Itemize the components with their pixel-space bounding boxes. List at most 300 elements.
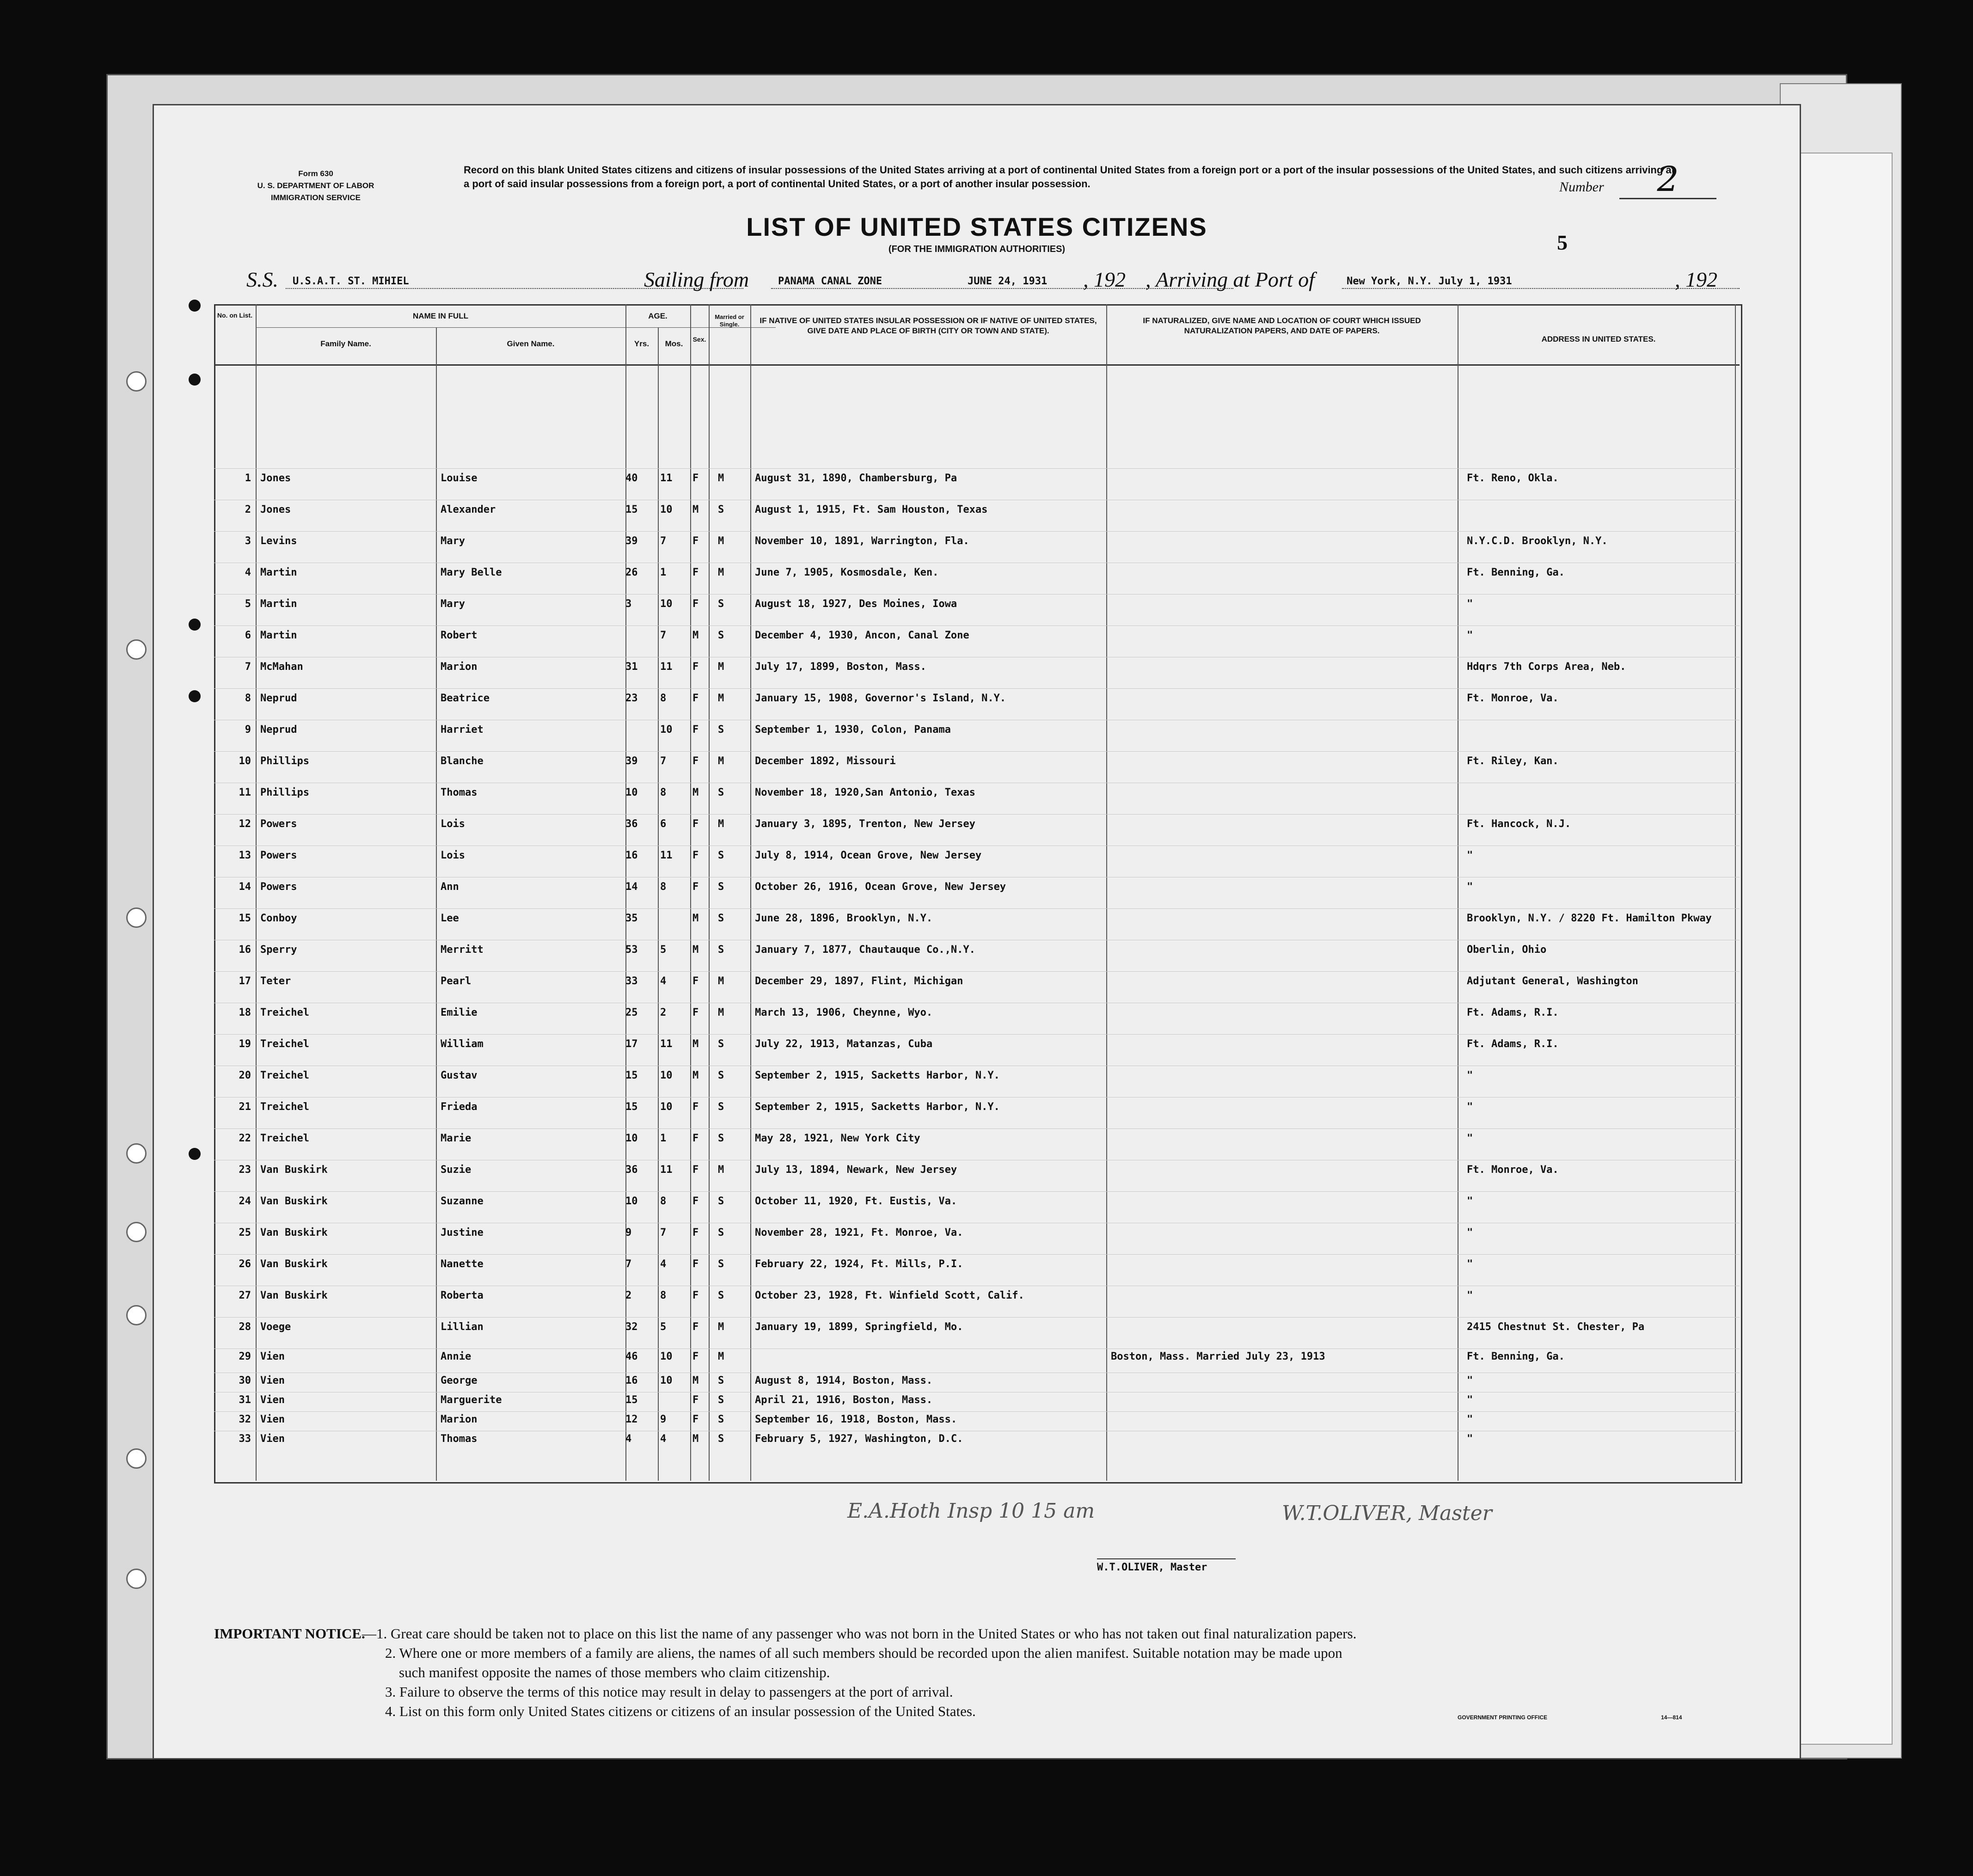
cell-no: 29 <box>239 1351 251 1362</box>
cell-given: Lillian <box>441 1321 484 1333</box>
table-row <box>214 1254 1740 1278</box>
cell-mos: 10 <box>660 1351 673 1362</box>
cell-no: 24 <box>239 1195 251 1207</box>
cell-no: 30 <box>239 1375 251 1386</box>
header-family-name: Family Name. <box>320 339 371 348</box>
table-row <box>214 751 1740 775</box>
cell-no: 22 <box>239 1133 251 1144</box>
cell-addr: " <box>1467 598 1473 610</box>
cell-given: Thomas <box>441 787 478 798</box>
port-from: PANAMA CANAL ZONE <box>778 276 882 287</box>
notice-item-4: 4. List on this form only United States citizens or citizens of an insular possession of the United States. <box>385 1703 976 1719</box>
notice-item-2-continued: such manifest opposite the names of those members who claim citizenship. <box>399 1664 830 1680</box>
cell-sex: F <box>692 1164 699 1176</box>
cell-family: Van Buskirk <box>260 1258 328 1270</box>
cell-yrs: 15 <box>625 1394 638 1406</box>
cell-birth: January 19, 1899, Springfield, Mo. <box>755 1321 963 1333</box>
table-row <box>214 657 1740 681</box>
cell-mos: 8 <box>660 693 667 704</box>
cell-addr: " <box>1467 1414 1473 1425</box>
signature-line <box>1097 1558 1236 1559</box>
cell-addr: Ft. Riley, Kan. <box>1467 755 1559 767</box>
cell-ms: M <box>718 535 724 547</box>
cell-sex: M <box>692 504 699 515</box>
cell-birth: July 8, 1914, Ocean Grove, New Jersey <box>755 850 982 861</box>
cell-yrs: 4 <box>625 1433 632 1445</box>
cell-no: 1 <box>245 472 251 484</box>
cell-no: 10 <box>239 755 251 767</box>
cell-family: Vien <box>260 1414 285 1425</box>
cell-ms: M <box>718 472 724 484</box>
binder-hole <box>126 1569 147 1589</box>
cell-given: Lois <box>441 818 465 830</box>
cell-given: Robert <box>441 630 478 641</box>
cell-yrs: 25 <box>625 1007 638 1018</box>
cell-birth: April 21, 1916, Boston, Mass. <box>755 1394 933 1406</box>
cell-given: Mary <box>441 598 465 610</box>
cell-given: William <box>441 1038 484 1050</box>
cell-family: Neprud <box>260 693 297 704</box>
cell-yrs: 16 <box>625 1375 638 1386</box>
punch-mark <box>189 690 201 702</box>
cell-no: 32 <box>239 1414 251 1425</box>
cell-birth: December 29, 1897, Flint, Michigan <box>755 975 963 987</box>
notice-item-3: 3. Failure to observe the terms of this notice may result in delay to passengers at the port of arrival. <box>385 1684 953 1700</box>
cell-given: Mary Belle <box>441 567 502 578</box>
cell-yrs: 10 <box>625 787 638 798</box>
cell-yrs: 14 <box>625 881 638 893</box>
cell-sex: F <box>692 567 699 578</box>
cell-family: Phillips <box>260 787 309 798</box>
cell-family: Powers <box>260 818 297 830</box>
cell-ms: S <box>718 787 724 798</box>
table-row <box>214 971 1740 995</box>
cell-family: Phillips <box>260 755 309 767</box>
cell-birth: February 22, 1924, Ft. Mills, P.I. <box>755 1258 963 1270</box>
header-rule <box>214 364 1740 366</box>
binder-hole <box>126 639 147 660</box>
cell-sex: F <box>692 1321 699 1333</box>
header-yrs: Yrs. <box>634 339 649 348</box>
cell-no: 21 <box>239 1101 251 1113</box>
cell-ms: S <box>718 1414 724 1425</box>
cell-given: Thomas <box>441 1433 478 1445</box>
header-mos: Mos. <box>665 339 683 348</box>
header-age: AGE. <box>648 312 668 320</box>
cell-ms: M <box>718 1321 724 1333</box>
service-name: IMMIGRATION SERVICE <box>271 193 361 202</box>
cell-addr: " <box>1467 850 1473 861</box>
cell-birth: June 7, 1905, Kosmosdale, Ken. <box>755 567 939 578</box>
cell-birth: November 18, 1920,San Antonio, Texas <box>755 787 975 798</box>
cell-ms: S <box>718 850 724 861</box>
cell-ms: S <box>718 913 724 924</box>
table-row <box>214 500 1740 523</box>
cell-sex: F <box>692 1414 699 1425</box>
table-row <box>214 1160 1740 1183</box>
cell-yrs: 31 <box>625 661 638 673</box>
cell-mos: 8 <box>660 787 667 798</box>
cell-addr: Ft. Monroe, Va. <box>1467 693 1559 704</box>
cell-sex: F <box>692 850 699 861</box>
cell-mos: 11 <box>660 1038 673 1050</box>
cell-ms: M <box>718 661 724 673</box>
cell-ms: M <box>718 1351 724 1362</box>
cell-family: Vien <box>260 1375 285 1386</box>
cell-mos: 10 <box>660 1070 673 1081</box>
cell-mos: 1 <box>660 567 667 578</box>
cell-yrs: 15 <box>625 1101 638 1113</box>
table-row <box>214 846 1740 869</box>
cell-birth: March 13, 1906, Cheynne, Wyo. <box>755 1007 933 1018</box>
cell-ms: M <box>718 693 724 704</box>
cell-addr: " <box>1467 881 1473 893</box>
ship-name: U.S.A.T. ST. MIHIEL <box>293 276 409 287</box>
year-suffix: , 192 <box>1083 268 1126 291</box>
cell-ms: S <box>718 1375 724 1386</box>
cell-given: Marie <box>441 1133 472 1144</box>
cell-yrs: 53 <box>625 944 638 956</box>
cell-family: Vien <box>260 1394 285 1406</box>
cell-addr: " <box>1467 1433 1473 1445</box>
cell-mos: 7 <box>660 755 667 767</box>
cell-sex: F <box>692 693 699 704</box>
cell-mos: 11 <box>660 472 673 484</box>
manifest-page <box>153 104 1801 1760</box>
cell-given: Gustav <box>441 1070 478 1081</box>
cell-given: Justine <box>441 1227 484 1238</box>
cell-given: Louise <box>441 472 478 484</box>
binder-hole <box>126 371 147 392</box>
table-row <box>214 563 1740 586</box>
cell-given: Lois <box>441 850 465 861</box>
cell-birth: October 26, 1916, Ocean Grove, New Jersey <box>755 881 1006 893</box>
cell-yrs: 10 <box>625 1133 638 1144</box>
cell-no: 3 <box>245 535 251 547</box>
cell-ms: S <box>718 1258 724 1270</box>
cell-birth: November 28, 1921, Ft. Monroe, Va. <box>755 1227 963 1238</box>
header-birth: IF NATIVE OF UNITED STATES INSULAR POSSESSION OR IF NATIVE OF UNITED STATES, GIVE DATE AND PLACE OF BIRTH (CITY OR TOWN AND STATE). <box>760 316 1097 335</box>
cell-birth: September 2, 1915, Sacketts Harbor, N.Y. <box>755 1101 1000 1113</box>
binder-hole <box>126 1143 147 1164</box>
notice-item-1: —1. Great care should be taken not to place on this list the name of any passenger who was not born in the United States or who has not taken out final naturalization papers. <box>362 1625 1357 1642</box>
form-number: Form 630 <box>298 169 333 178</box>
cell-birth: January 3, 1895, Trenton, New Jersey <box>755 818 975 830</box>
sail-date: JUNE 24, 1931 <box>968 276 1048 287</box>
list-number: 2 <box>1619 161 1716 199</box>
cell-no: 7 <box>245 661 251 673</box>
cell-yrs: 17 <box>625 1038 638 1050</box>
table-row <box>214 468 1740 492</box>
table-row <box>214 1411 1740 1431</box>
cell-addr: Ft. Monroe, Va. <box>1467 1164 1559 1176</box>
cell-yrs: 26 <box>625 567 638 578</box>
cell-family: Treichel <box>260 1038 309 1050</box>
table-row <box>214 1128 1740 1152</box>
cell-family: Martin <box>260 567 297 578</box>
cell-sex: M <box>692 787 699 798</box>
cell-given: Harriet <box>441 724 484 736</box>
cell-family: Voege <box>260 1321 291 1333</box>
cell-ms: S <box>718 1038 724 1050</box>
cell-no: 2 <box>245 504 251 515</box>
cell-given: Pearl <box>441 975 472 987</box>
cell-family: Van Buskirk <box>260 1164 328 1176</box>
cell-given: Merritt <box>441 944 484 956</box>
cell-given: Emilie <box>441 1007 478 1018</box>
cell-addr: Hdqrs 7th Corps Area, Neb. <box>1467 661 1626 673</box>
cell-family: Martin <box>260 598 297 610</box>
cell-given: Alexander <box>441 504 496 515</box>
form-identifier <box>214 168 417 204</box>
cell-addr: " <box>1467 1258 1473 1270</box>
binder-hole <box>126 907 147 928</box>
cell-addr: Ft. Reno, Okla. <box>1467 472 1559 484</box>
cell-no: 15 <box>239 913 251 924</box>
cell-birth: October 11, 1920, Ft. Eustis, Va. <box>755 1195 957 1207</box>
cell-birth: July 22, 1913, Matanzas, Cuba <box>755 1038 933 1050</box>
cell-family: Treichel <box>260 1007 309 1018</box>
port-to: New York, N.Y. July 1, 1931 <box>1347 276 1512 287</box>
age-subrule <box>625 327 776 328</box>
cell-family: Van Buskirk <box>260 1290 328 1301</box>
cell-ms: S <box>718 1195 724 1207</box>
cell-yrs: 23 <box>625 693 638 704</box>
cell-no: 8 <box>245 693 251 704</box>
cell-mos: 2 <box>660 1007 667 1018</box>
cell-yrs: 3 <box>625 598 632 610</box>
cell-birth: August 8, 1914, Boston, Mass. <box>755 1375 933 1386</box>
cell-birth: November 10, 1891, Warrington, Fla. <box>755 535 969 547</box>
cell-yrs: 39 <box>625 535 638 547</box>
cell-mos: 11 <box>660 850 673 861</box>
cell-sex: F <box>692 598 699 610</box>
cell-mos: 10 <box>660 504 673 515</box>
table-row <box>214 783 1740 806</box>
cell-mos: 4 <box>660 1433 667 1445</box>
cell-yrs: 9 <box>625 1227 632 1238</box>
table-row <box>214 625 1740 649</box>
cell-family: Vien <box>260 1433 285 1445</box>
cell-given: George <box>441 1375 478 1386</box>
cell-ms: S <box>718 1290 724 1301</box>
cell-addr: Adjutant General, Washington <box>1467 975 1638 987</box>
cell-birth: September 1, 1930, Colon, Panama <box>755 724 951 736</box>
cell-sex: F <box>692 1227 699 1238</box>
cell-birth: February 5, 1927, Washington, D.C. <box>755 1433 963 1445</box>
cell-birth: May 28, 1921, New York City <box>755 1133 920 1144</box>
page-title: LIST OF UNITED STATES CITIZENS <box>746 212 1207 241</box>
cell-addr: 2415 Chestnut St. Chester, Pa <box>1467 1321 1645 1333</box>
inspector-note: E.A.Hoth Insp 10 15 am <box>847 1499 1095 1523</box>
cell-birth: December 4, 1930, Ancon, Canal Zone <box>755 630 969 641</box>
cell-family: Van Buskirk <box>260 1195 328 1207</box>
cell-mos: 7 <box>660 630 667 641</box>
cell-yrs: 7 <box>625 1258 632 1270</box>
cell-sex: F <box>692 1195 699 1207</box>
cell-mos: 10 <box>660 724 673 736</box>
cell-no: 23 <box>239 1164 251 1176</box>
cell-given: Annie <box>441 1351 472 1362</box>
number-label: Number <box>1559 179 1604 195</box>
record-instructions: Record on this blank United States citizens and citizens of insular possessions of the United States arriving at a port of continental United States from a foreign port or a port of the insular possessions of the United States, and such citizens arriving at a port of said insular possessions from a foreign port, a port of continental United States, or a port of another insular possession. <box>464 164 1675 190</box>
cell-given: Frieda <box>441 1101 478 1113</box>
table-row <box>214 1392 1740 1412</box>
cell-family: Treichel <box>260 1070 309 1081</box>
cell-family: Martin <box>260 630 297 641</box>
table-row <box>214 1349 1740 1368</box>
cell-family: Powers <box>260 850 297 861</box>
cell-sex: F <box>692 1351 699 1362</box>
punch-mark <box>189 619 201 631</box>
cell-addr: " <box>1467 1101 1473 1113</box>
cell-yrs: 15 <box>625 1070 638 1081</box>
cell-yrs: 15 <box>625 504 638 515</box>
cell-sex: F <box>692 1101 699 1113</box>
notice-label: IMPORTANT NOTICE. <box>214 1625 365 1642</box>
cell-yrs: 32 <box>625 1321 638 1333</box>
cell-birth: October 23, 1928, Ft. Winfield Scott, Calif. <box>755 1290 1024 1301</box>
cell-family: Treichel <box>260 1101 309 1113</box>
cell-family: Levins <box>260 535 297 547</box>
cell-addr: Ft. Adams, R.I. <box>1467 1038 1559 1050</box>
cell-family: Teter <box>260 975 291 987</box>
cell-ms: M <box>718 755 724 767</box>
cell-mos: 11 <box>660 661 673 673</box>
cell-sex: F <box>692 1394 699 1406</box>
cell-family: Neprud <box>260 724 297 736</box>
cell-yrs: 16 <box>625 850 638 861</box>
table-row <box>214 1286 1740 1309</box>
cell-ms: M <box>718 975 724 987</box>
table-row <box>214 1034 1740 1058</box>
cell-ms: S <box>718 504 724 515</box>
cell-addr: " <box>1467 630 1473 641</box>
cell-mos: 10 <box>660 1375 673 1386</box>
cell-sex: M <box>692 1433 699 1445</box>
cell-sex: F <box>692 535 699 547</box>
header-married-single: Married or Single. <box>715 313 744 328</box>
cell-birth: August 18, 1927, Des Moines, Iowa <box>755 598 957 610</box>
cell-no: 6 <box>245 630 251 641</box>
cell-no: 19 <box>239 1038 251 1050</box>
cell-yrs: 12 <box>625 1414 638 1425</box>
cell-no: 13 <box>239 850 251 861</box>
cell-birth: December 1892, Missouri <box>755 755 896 767</box>
cell-yrs: 10 <box>625 1195 638 1207</box>
cell-no: 11 <box>239 787 251 798</box>
cell-ms: M <box>718 1164 724 1176</box>
table-row <box>214 1373 1740 1392</box>
cell-yrs: 35 <box>625 913 638 924</box>
cell-sex: F <box>692 1258 699 1270</box>
cell-no: 12 <box>239 818 251 830</box>
table-row <box>214 1066 1740 1089</box>
cell-sex: M <box>692 1038 699 1050</box>
table-row <box>214 1431 1740 1451</box>
cell-ms: S <box>718 1133 724 1144</box>
cell-mos: 6 <box>660 818 667 830</box>
cell-no: 17 <box>239 975 251 987</box>
cell-addr: " <box>1467 1070 1473 1081</box>
cell-no: 16 <box>239 944 251 956</box>
table-row <box>214 594 1740 618</box>
cell-mos: 5 <box>660 944 667 956</box>
table-row <box>214 814 1740 838</box>
form-code: 14—814 <box>1661 1714 1682 1721</box>
cell-sex: F <box>692 755 699 767</box>
cell-family: Conboy <box>260 913 297 924</box>
cell-yrs: 40 <box>625 472 638 484</box>
table-row <box>214 877 1740 901</box>
cell-birth: August 1, 1915, Ft. Sam Houston, Texas <box>755 504 988 515</box>
cell-addr: " <box>1467 1394 1473 1406</box>
cell-no: 28 <box>239 1321 251 1333</box>
table-row <box>214 688 1740 712</box>
cell-given: Ann <box>441 881 459 893</box>
cell-sex: F <box>692 975 699 987</box>
cell-mos: 8 <box>660 1290 667 1301</box>
cell-yrs: 46 <box>625 1351 638 1362</box>
cell-sex: F <box>692 661 699 673</box>
cell-given: Marion <box>441 661 478 673</box>
cell-addr: " <box>1467 1227 1473 1238</box>
page-subtitle: (FOR THE IMMIGRATION AUTHORITIES) <box>888 244 1066 254</box>
cell-sex: M <box>692 913 699 924</box>
cell-mos: 11 <box>660 1164 673 1176</box>
cell-birth: January 15, 1908, Governor's Island, N.Y. <box>755 693 1006 704</box>
cell-sex: M <box>692 1070 699 1081</box>
cell-mos: 4 <box>660 975 667 987</box>
cell-ms: S <box>718 724 724 736</box>
table-row <box>214 1223 1740 1246</box>
sailing-label: Sailing from <box>644 268 749 291</box>
table-row <box>214 1317 1740 1341</box>
cell-mos: 8 <box>660 1195 667 1207</box>
cell-ms: S <box>718 1394 724 1406</box>
cell-no: 9 <box>245 724 251 736</box>
cell-mos: 8 <box>660 881 667 893</box>
cell-no: 5 <box>245 598 251 610</box>
cell-ms: S <box>718 1433 724 1445</box>
punch-mark <box>189 1148 201 1160</box>
cell-yrs: 2 <box>625 1290 632 1301</box>
cell-family: Van Buskirk <box>260 1227 328 1238</box>
cell-given: Marion <box>441 1414 478 1425</box>
header-address: ADDRESS IN UNITED STATES. <box>1541 335 1656 343</box>
header-naturalized: IF NATURALIZED, GIVE NAME AND LOCATION OF COURT WHICH ISSUED NATURALIZATION PAPERS, AND DATE OF PAPERS. <box>1143 316 1421 335</box>
cell-addr: Ft. Hancock, N.J. <box>1467 818 1571 830</box>
cell-mos: 10 <box>660 598 673 610</box>
cell-addr: " <box>1467 1195 1473 1207</box>
cell-mos: 4 <box>660 1258 667 1270</box>
cell-no: 4 <box>245 567 251 578</box>
year-suffix: , 192 <box>1675 268 1717 291</box>
ss-label: S.S. <box>246 268 278 291</box>
cell-birth: September 16, 1918, Boston, Mass. <box>755 1414 957 1425</box>
cell-yrs: 33 <box>625 975 638 987</box>
table-row <box>214 908 1740 932</box>
cell-birth: August 31, 1890, Chambersburg, Pa <box>755 472 957 484</box>
cell-birth: July 17, 1899, Boston, Mass. <box>755 661 926 673</box>
cell-no: 25 <box>239 1227 251 1238</box>
table-row <box>214 531 1740 555</box>
table-row <box>214 1097 1740 1121</box>
punch-mark <box>189 300 201 312</box>
cell-sex: F <box>692 818 699 830</box>
cell-ms: M <box>718 818 724 830</box>
cell-given: Marguerite <box>441 1394 502 1406</box>
